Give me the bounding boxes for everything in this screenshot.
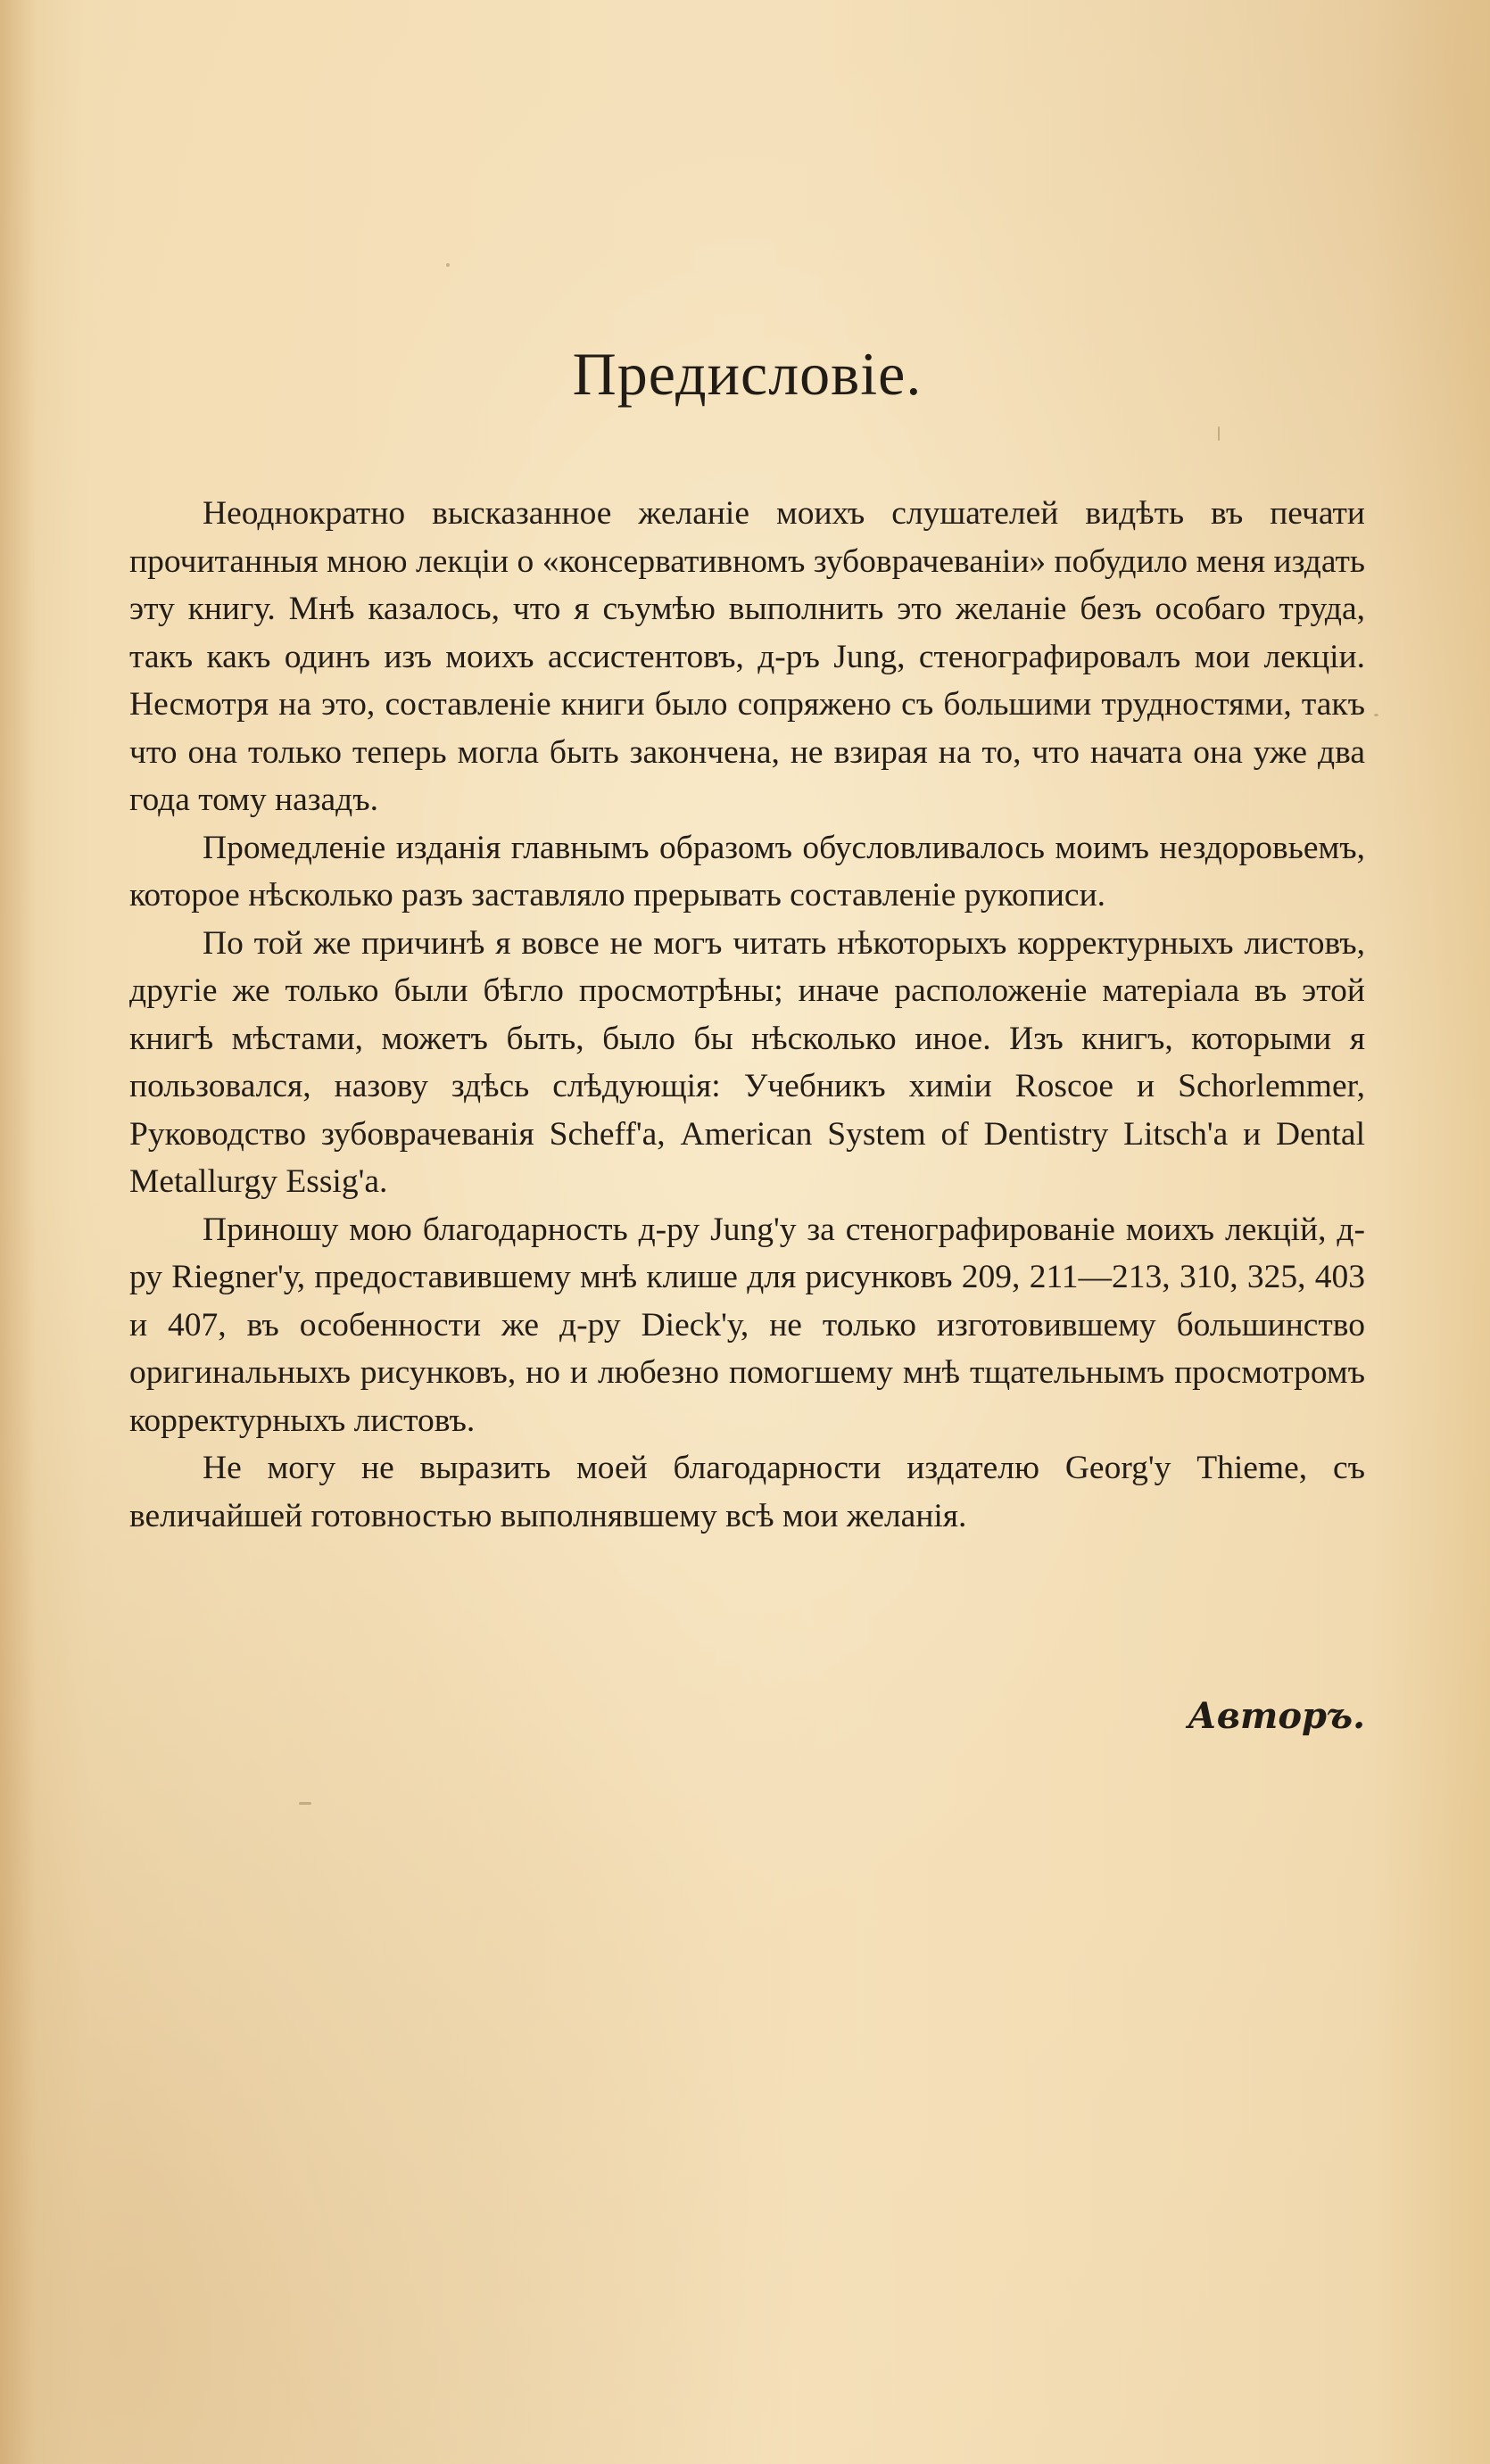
paragraph-2: Промедленіе изданія главнымъ образомъ обусловливалось моимъ нездоровьемъ, которое нѣсколько разъ заставляло прерывать составленіе рукописи. bbox=[129, 829, 1365, 914]
text-block bbox=[129, 339, 1365, 1540]
paragraph-4: Приношу мою благодарность д-ру Jung'у за стенографированіе моихъ лекцій, д-ру Riegner'у, предоставившему мнѣ клише для рисунковъ 209, 211—213, 310, 325, 403 и 407, въ особенности же д-ру Dieck'у, не только изготовившему большинство оригинальныхъ рисунковъ, но и любезно помогшему мнѣ тщательнымъ просмотромъ корректурныхъ листовъ. bbox=[129, 1211, 1365, 1439]
paragraph-5: Не могу не выразить моей благодарности издателю Georg'у Thieme, съ величайшей готовностью выполнявшему всѣ мои желанія. bbox=[129, 1450, 1365, 1534]
page-title: Предисловіе. bbox=[572, 340, 923, 408]
paper-speck bbox=[299, 1802, 311, 1805]
author-signature: Авторъ. bbox=[1188, 1695, 1365, 1737]
paper-speck bbox=[446, 263, 450, 267]
paragraph-1: Неоднократно высказанное желаніе моихъ слушателей видѣть въ печати прочитанныя мною лекціи о «консервативномъ зубоврачеваніи» побудило меня издать эту книгу. Мнѣ казалось, что я съумѣю выполнить это желаніе безъ особаго труда, такъ какъ одинъ изъ моихъ ассистентовъ, д-ръ Jung, стенографировалъ мои лекціи. Несмотря на это, составленіе книги было сопряжено съ большими трудностями, такъ что она только теперь могла быть закончена, не взирая на то, что начата она уже два года тому назадъ. bbox=[129, 495, 1365, 818]
paper-speck bbox=[1374, 714, 1378, 716]
paragraph-3: По той же причинѣ я вовсе не могъ читать нѣкоторыхъ корректурныхъ листовъ, другіе же только были бѣгло просмотрѣны; иначе расположеніе матеріала въ этой книгѣ мѣстами, можетъ быть, было бы нѣсколько иное. Изъ книгъ, которыми я пользовался, назову здѣсь слѣдующія: Учебникъ химіи Roscoe и Schorlemmer, Руководство зубоврачеванія Scheff'а, American System of Dentistry Litsch'а и Dental Metallurgy Essig'а. bbox=[129, 924, 1365, 1200]
